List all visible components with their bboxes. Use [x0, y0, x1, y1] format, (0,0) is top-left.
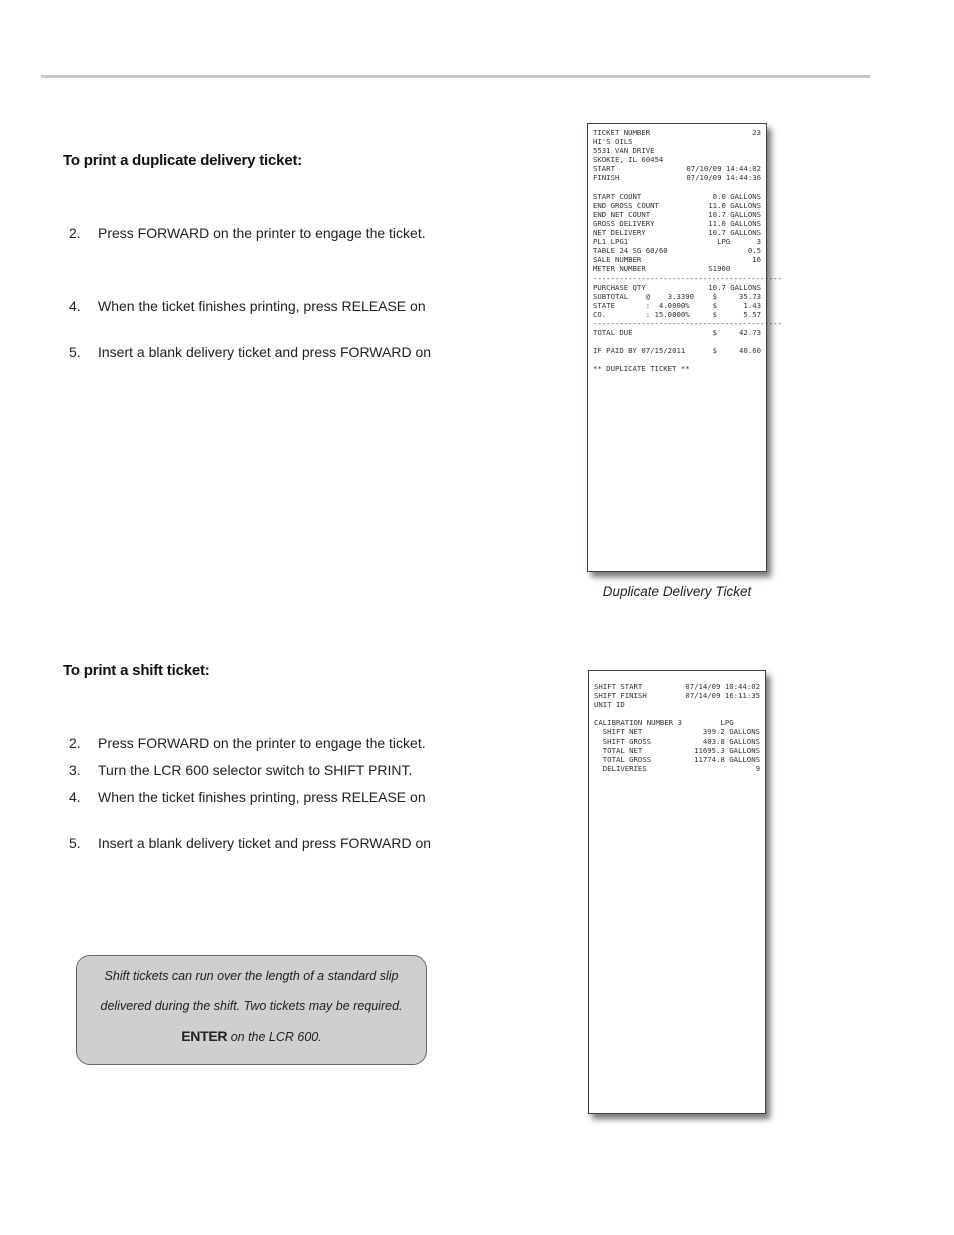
ticket-line-label: GROSS DELIVERY	[593, 218, 655, 228]
shift-step-4	[69, 789, 426, 805]
ticket-line	[593, 273, 782, 283]
ticket-line-value: 10.7 GALLONS	[708, 228, 761, 238]
ticket-line-label: FINISH	[593, 173, 620, 183]
step-number: 4.	[69, 789, 81, 805]
ticket-line	[594, 700, 760, 709]
ticket-line-value: 07/14/09 10:44:02	[685, 682, 760, 691]
step-text: Insert a blank delivery ticket and press FORWARD on	[98, 344, 432, 360]
ticket-line	[593, 318, 782, 328]
step-text: When the ticket finishes printing, press RELEASE on	[98, 298, 426, 314]
ticket-line-value: $ 40.60	[712, 346, 761, 356]
ticket-line-label: PL1 LPG1	[593, 237, 629, 247]
ticket-line	[593, 292, 761, 301]
ticket-line-value: 11695.3 GALLONS	[694, 745, 760, 755]
ticket-line-value: 403.8 GALLONS	[702, 736, 760, 746]
ticket-line	[593, 164, 761, 173]
ticket-line	[593, 364, 761, 373]
ticket-line	[593, 155, 761, 164]
ticket-line-value: 10.7 GALLONS	[708, 209, 761, 219]
ticket-line	[593, 146, 761, 155]
ticket-line-label: SALE NUMBER	[593, 255, 642, 265]
ticket-line-value: $ 5.57	[712, 309, 761, 319]
step-number: 4.	[69, 298, 81, 314]
ticket-line	[593, 237, 761, 246]
ticket-line-label: SHIFT START	[594, 682, 643, 691]
ticket-line	[593, 355, 761, 364]
top-rule	[41, 75, 870, 78]
ticket-line	[593, 219, 761, 228]
note-line-3-text: on the LCR 600.	[227, 1030, 322, 1044]
shift-step-3	[69, 762, 412, 778]
ticket-line-value: LPG	[720, 718, 760, 728]
duplicate-step-4	[69, 298, 426, 314]
ticket-line-value: 11774.8 GALLONS	[694, 754, 760, 764]
ticket-line	[593, 264, 761, 273]
ticket-line-value: S1900	[708, 264, 761, 274]
ticket-line	[593, 328, 761, 337]
shift-ticket	[588, 670, 766, 1114]
ticket-line	[594, 718, 760, 727]
ticket-line	[594, 746, 760, 755]
ticket-line-label: SUBTOTAL @ 3.3390	[593, 291, 695, 301]
step-number: 2.	[69, 735, 81, 751]
ticket-line	[593, 128, 761, 137]
ticket-line	[593, 201, 761, 210]
ticket-line-label: UNIT ID	[594, 700, 625, 710]
ticket-line	[593, 210, 761, 219]
shift-step-5	[69, 835, 431, 851]
ticket-line	[594, 709, 760, 718]
ticket-line-value: 23	[752, 128, 761, 137]
ticket-line-value: 07/10/09 14:44:36	[686, 173, 761, 183]
ticket-line	[593, 246, 761, 255]
step-number: 3.	[69, 762, 81, 778]
shift-ticket-note	[76, 955, 427, 1065]
ticket-line-label: END NET COUNT	[593, 209, 651, 219]
step-number: 5.	[69, 835, 81, 851]
ticket-line	[593, 310, 761, 319]
ticket-line-value: 16	[752, 255, 761, 265]
note-line-2: delivered during the shift. Two tickets may be required.	[100, 999, 403, 1013]
ticket-line-label: CALIBRATION NUMBER 3	[594, 718, 682, 728]
ticket-line-label: 5531 VAN DRIVE	[593, 146, 655, 156]
duplicate-step-5	[69, 344, 431, 360]
ticket-line	[593, 283, 761, 292]
ticket-line-label: SHIFT FINISH	[594, 691, 647, 701]
ticket-line	[593, 337, 761, 346]
duplicate-ticket-caption: Duplicate Delivery Ticket	[602, 584, 752, 599]
ticket-line	[593, 255, 761, 264]
ticket-line	[594, 727, 760, 736]
ticket-line-label: NET DELIVERY	[593, 228, 646, 238]
ticket-line-label: SHIFT NET	[594, 727, 643, 737]
ticket-line-label: IF PAID BY 07/15/2011	[593, 346, 686, 356]
ticket-line	[593, 301, 761, 310]
ticket-line-label: TABLE 24 SG 60/60	[593, 246, 668, 256]
ticket-line-value: 399.2 GALLONS	[702, 727, 760, 737]
ticket-line-value: $ 42.73	[712, 328, 761, 338]
ticket-line-label: ** DUPLICATE TICKET **	[593, 364, 690, 374]
ticket-line	[593, 183, 761, 192]
ticket-line-label: HI'S OILS	[593, 137, 633, 147]
ticket-line-value: 0.0 GALLONS	[712, 191, 761, 201]
ticket-line-value: 0.5	[747, 246, 761, 256]
step-number: 5.	[69, 344, 81, 360]
ticket-line	[594, 682, 760, 691]
ticket-line	[594, 755, 760, 764]
ticket-line	[594, 764, 760, 773]
ticket-line-value: 07/10/09 14:44:02	[686, 164, 761, 174]
ticket-line-label: END GROSS COUNT	[593, 200, 659, 210]
ticket-line-label: TOTAL DUE	[593, 328, 633, 338]
ticket-line-value: 07/14/09 16:11:35	[685, 691, 760, 701]
ticket-line	[593, 346, 761, 355]
ticket-line	[593, 192, 761, 201]
ticket-line-label: START	[593, 164, 615, 174]
ticket-line-label: METER NUMBER	[593, 264, 646, 274]
ticket-line-label: CO. : 15.0000%	[593, 309, 690, 319]
duplicate-delivery-ticket	[587, 123, 782, 572]
ticket-line	[593, 137, 761, 146]
ticket-line-value: 9	[755, 763, 760, 773]
ticket-line-value: $ 35.73	[712, 291, 761, 301]
ticket-line	[593, 228, 761, 237]
step-text: When the ticket finishes printing, press RELEASE on	[98, 789, 426, 805]
step-text: Insert a blank delivery ticket and press FORWARD on	[98, 835, 432, 851]
shift-step-2	[69, 735, 426, 751]
ticket-line-label: TOTAL NET	[594, 745, 643, 755]
step-text: Press FORWARD on the printer to engage the ticket.	[98, 225, 426, 241]
ticket-line-label: -------------------------------------------	[593, 273, 782, 283]
note-line-3	[77, 1028, 426, 1044]
note-line-1: Shift tickets can run over the length of a standard slip	[104, 969, 399, 983]
ticket-line-value: 11.0 GALLONS	[708, 200, 761, 210]
step-text: Press FORWARD on the printer to engage the ticket.	[98, 735, 426, 751]
ticket-line-label: TOTAL GROSS	[594, 754, 652, 764]
ticket-line	[593, 173, 761, 182]
ticket-line-label: START COUNT	[593, 191, 642, 201]
ticket-line-label: -------------------------------------------	[593, 318, 782, 328]
ticket-line-label: TICKET NUMBER	[593, 128, 651, 137]
ticket-line-value: LPG 3	[717, 237, 761, 247]
ticket-line-value: 10.7 GALLONS	[708, 282, 761, 292]
ticket-line-label: PURCHASE QTY	[593, 282, 646, 292]
duplicate-step-2	[69, 225, 426, 241]
ticket-line-label: SKOKIE, IL 60454	[593, 155, 664, 165]
duplicate-ticket-heading: To print a duplicate delivery ticket:	[63, 152, 303, 169]
ticket-line-value: 11.0 GALLONS	[708, 218, 761, 228]
ticket-line-label: SHIFT GROSS	[594, 736, 652, 746]
enter-key-label: ENTER	[181, 1028, 228, 1044]
ticket-line-value: $ 1.43	[712, 300, 761, 310]
step-text: Turn the LCR 600 selector switch to SHIFT PRINT.	[98, 762, 413, 778]
ticket-line-label: DELIVERIES	[594, 763, 647, 773]
step-number: 2.	[69, 225, 81, 241]
ticket-line-label: STATE : 4.0000%	[593, 300, 690, 310]
shift-ticket-heading: To print a shift ticket:	[63, 662, 210, 679]
ticket-line	[594, 737, 760, 746]
ticket-line	[594, 691, 760, 700]
